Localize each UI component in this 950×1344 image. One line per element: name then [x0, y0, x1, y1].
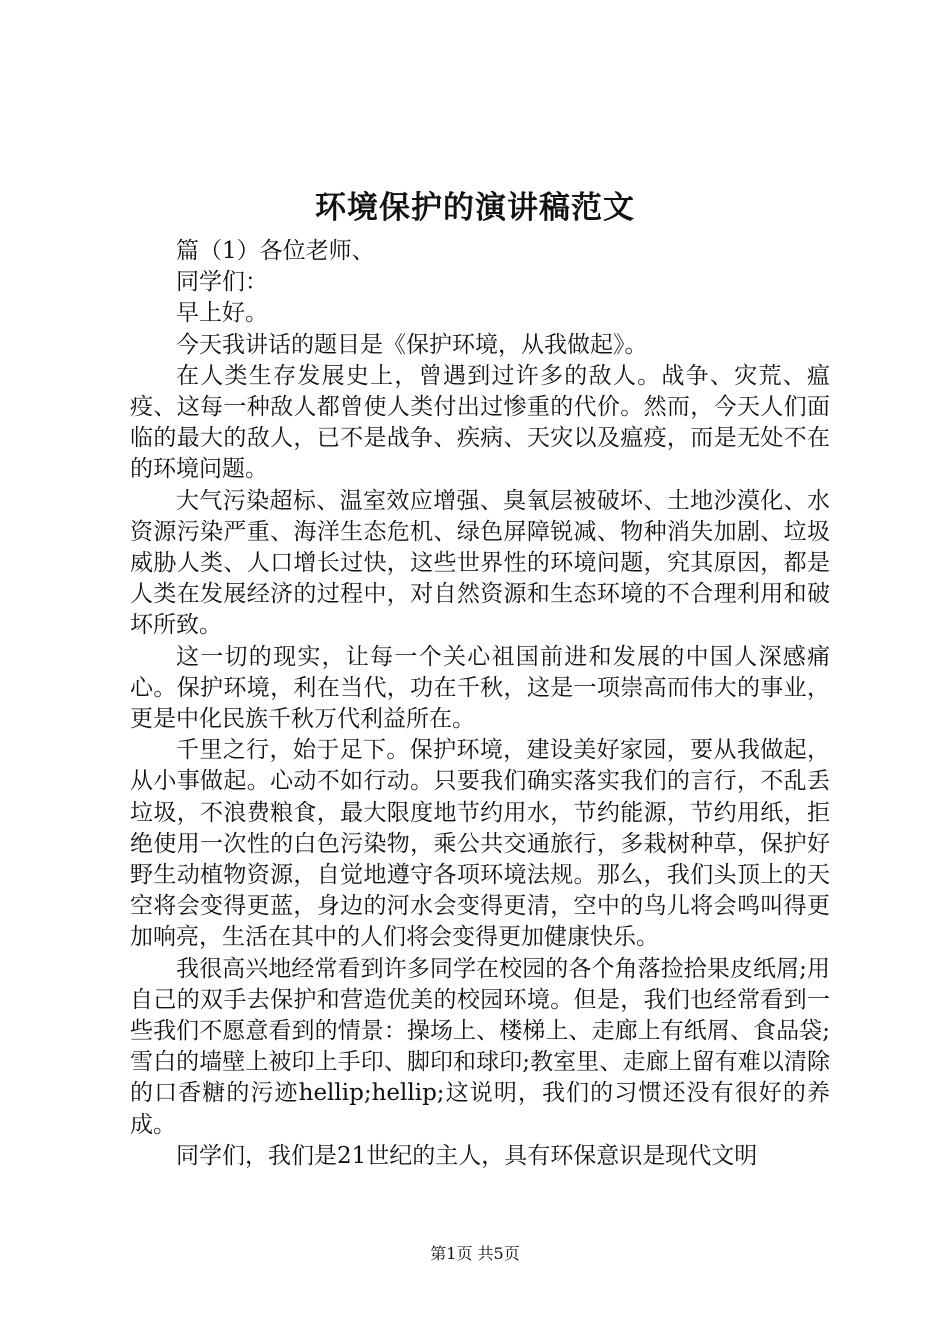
paragraph-body: 在人类生存发展史上，曾遇到过许多的敌人。战争、灾荒、瘟疫、这每一种敌人都曾使人类付出过惨重的代价。然而，今天人们面临的最大的敌人，已不是战争、疾病、天灾以及瘟疫，而是无处不在的环境问题。 [130, 362, 830, 483]
paragraph-greeting: 早上好。 [176, 300, 268, 327]
paragraph-body: 我很高兴地经常看到许多同学在校园的各个角落捡拾果皮纸屑;用自己的双手去保护和营造优美的校园环境。但是，我们也经常看到一些我们不愿意看到的情景：操场上、楼梯上、走廊上有纸屑、食品袋;雪白的墙壁上被印上手印、脚印和球印;教室里、走廊上留有难以清除的口香糖的污迹hellip;hellip;这说明，我们的习惯还没有很好的养成。 [130, 955, 830, 1138]
document-title: 环境保护的演讲稿范文 [315, 190, 635, 226]
page-number-footer: 第1页 共5页 [430, 1244, 520, 1263]
paragraph-body: 这一切的现实，让每一个关心祖国前进和发展的中国人深感痛心。保护环境，利在当代，功在千秋，这是一项崇高而伟大的事业，更是中化民族千秋万代利益所在。 [130, 643, 830, 733]
paragraph-topic: 今天我讲话的题目是《保护环境，从我做起》。 [176, 331, 648, 358]
paragraph-salutation: 篇（1）各位老师、 [176, 238, 375, 264]
paragraph-body: 同学们，我们是21世纪的主人，具有环保意识是现代文明 [176, 1142, 758, 1169]
document-body [130, 236, 830, 1172]
paragraph-body: 大气污染超标、温室效应增强、臭氧层被破坏、土地沙漠化、水资源污染严重、海洋生态危机、绿色屏障锐减、物种消失加剧、垃圾威胁人类、人口增长过快，这些世界性的环境问题，究其原因，都是人类在发展经济的过程中，对自然资源和生态环境的不合理利用和破坏所致。 [130, 487, 830, 639]
paragraph-body: 千里之行，始于足下。保护环境，建设美好家园，要从我做起，从小事做起。心动不如行动。只要我们确实落实我们的言行，不乱丢垃圾，不浪费粮食，最大限度地节约用水，节约能源，节约用纸，拒绝使用一次性的白色污染物，乘公共交通旅行，多栽树种草，保护好野生动植物资源，自觉地遵守各项环境法规。那么，我们头顶上的天空将会变得更蓝，身边的河水会变得更清，空中的鸟儿将会鸣叫得更加响亮，生活在其中的人们将会变得更加健康快乐。 [130, 737, 830, 951]
paragraph-salutation-students: 同学们： [176, 269, 268, 296]
